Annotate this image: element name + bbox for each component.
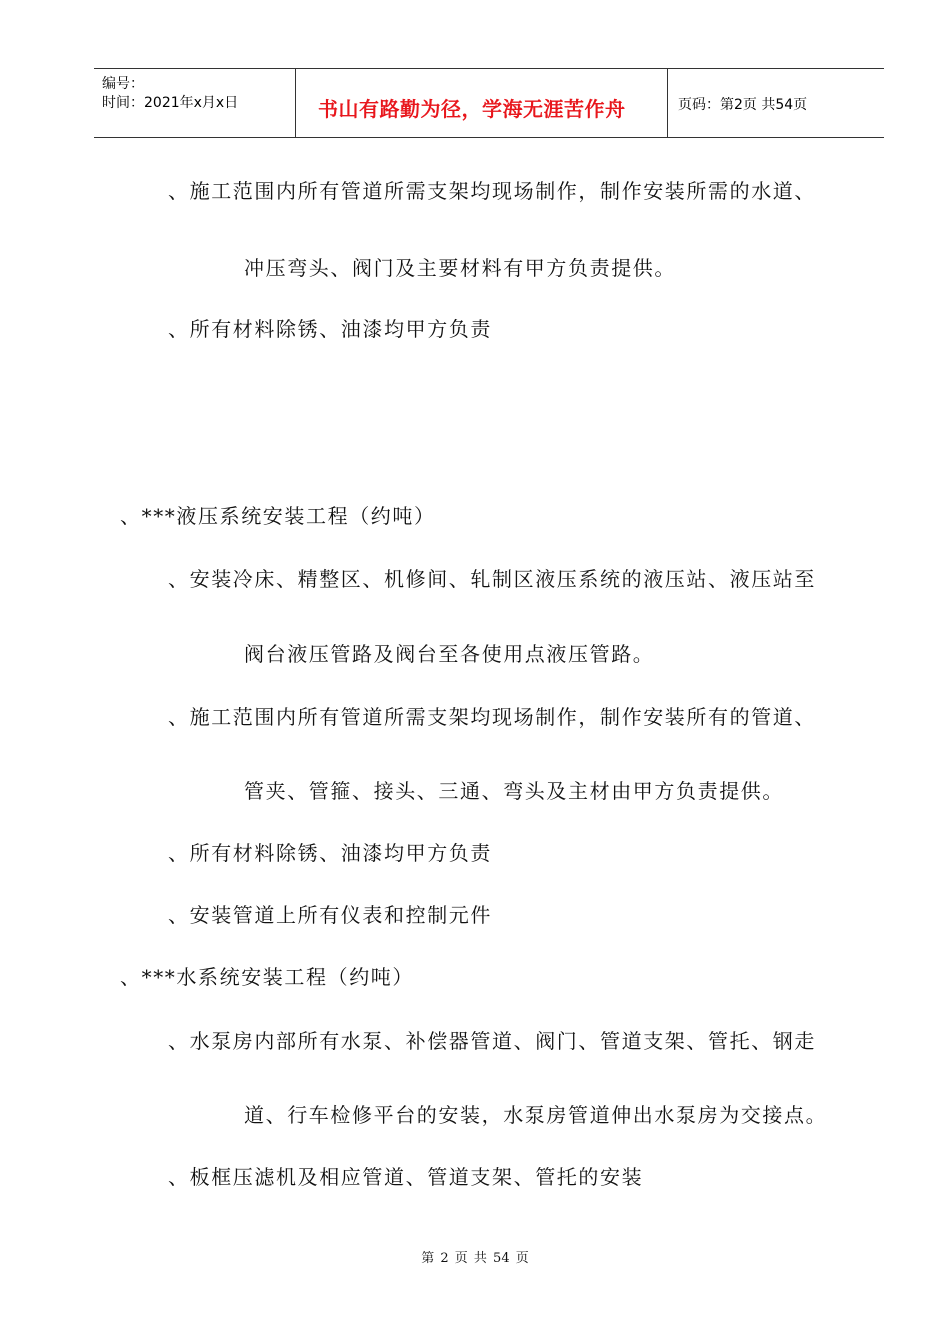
page-footer: 第 2 页 共 54 页: [421, 1251, 529, 1266]
section-heading: 、***水系统安装工程（约吨）: [120, 965, 414, 989]
page-number-label: 页码：第2页 共54页: [678, 97, 808, 113]
body-line: 、所有材料除锈、油漆均甲方负责: [168, 841, 492, 865]
document-date: 时间：2021年x月x日: [102, 95, 239, 111]
header-motto-cell: [296, 69, 668, 137]
body-line: 道、行车检修平台的安装，水泵房管道伸出水泵房为交接点。: [244, 1103, 828, 1127]
document-number-label: 编号：: [102, 76, 144, 92]
body-line: 、施工范围内所有管道所需支架均现场制作，制作安装所需的水道、: [168, 179, 816, 203]
motto-text: 书山有路勤为径，学海无涯苦作舟: [318, 97, 626, 121]
body-line: 、所有材料除锈、油漆均甲方负责: [168, 317, 492, 341]
body-line: 、板框压滤机及相应管道、管道支架、管托的安装: [168, 1165, 644, 1189]
body-line: 阀台液压管路及阀台至各使用点液压管路。: [244, 642, 655, 666]
header-meta-cell: [94, 69, 296, 137]
body-line: 冲压弯头、阀门及主要材料有甲方负责提供。: [244, 256, 676, 280]
body-line: 、安装冷床、精整区、机修间、轧制区液压系统的液压站、液压站至: [168, 567, 816, 591]
section-heading: 、***液压系统安装工程（约吨）: [120, 504, 436, 528]
page-header: [94, 68, 884, 138]
body-line: 管夹、管箍、接头、三通、弯头及主材由甲方负责提供。: [244, 779, 784, 803]
body-line: 、安装管道上所有仪表和控制元件: [168, 903, 492, 927]
body-line: 、施工范围内所有管道所需支架均现场制作，制作安装所有的管道、: [168, 705, 816, 729]
header-page-cell: [668, 69, 884, 137]
body-line: 、水泵房内部所有水泵、补偿器管道、阀门、管道支架、管托、钢走: [168, 1029, 816, 1053]
